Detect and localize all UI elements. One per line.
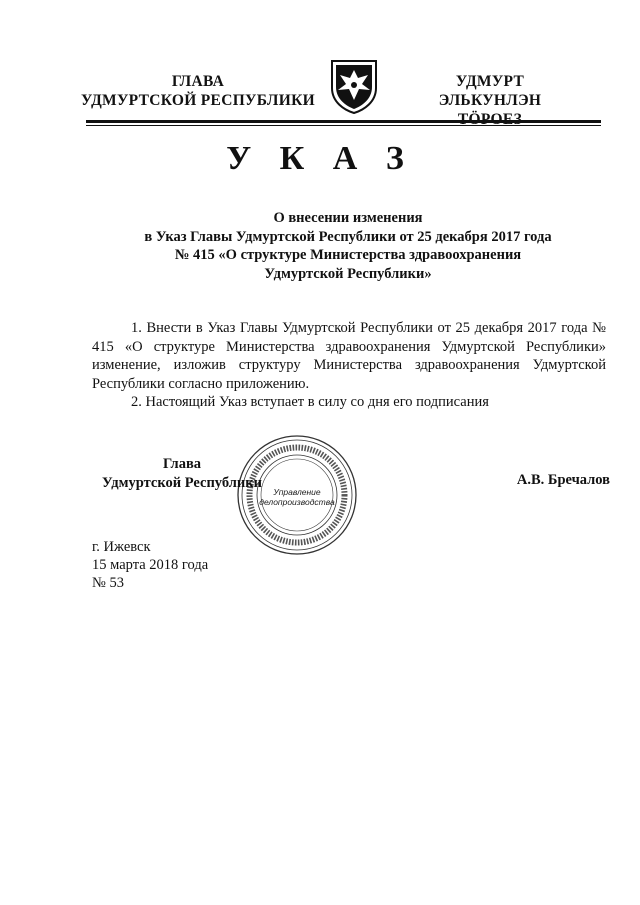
document-body — [92, 319, 606, 412]
header-right-line1: УДМУРТ ЭЛЬКУНЛЭН — [438, 73, 542, 109]
signatory-title — [92, 455, 272, 492]
signatory-name: А.В. Бречалов — [516, 472, 610, 488]
header-left-line2: УДМУРТСКОЙ РЕСПУБЛИКИ — [80, 92, 315, 109]
subject-line3: № 415 «О структуре Министерства здравоохранения — [174, 247, 522, 263]
stamp-center-line1: Управление — [273, 487, 321, 497]
document-title: У К А З — [226, 140, 414, 177]
signatory-title-line2: Удмуртской Республики — [102, 474, 262, 491]
subject-line1: О внесении изменения — [273, 210, 423, 226]
header-divider-thick — [86, 120, 601, 123]
footer-city: г. Ижевск — [92, 539, 151, 555]
official-seal-stamp — [235, 433, 359, 557]
footer-date: 15 марта 2018 года — [92, 557, 209, 573]
signatory-title-line1: Глава — [162, 456, 202, 472]
header-divider-thin — [86, 125, 601, 126]
header-left-line1: ГЛАВА — [171, 73, 225, 90]
body-paragraph-1: 1. Внести в Указ Главы Удмуртской Республики от 25 декабря 2017 года № 415 «О структуре Министерства здравоохранения Удмуртской Республики» изменение, изложив структуру Министерства здравоохранения Удмуртской Республики согласно приложению. — [92, 320, 606, 392]
footer-number: № 53 — [92, 575, 124, 591]
document-footer — [92, 538, 208, 592]
header-left-block — [78, 72, 318, 110]
subject-line2: в Указ Главы Удмуртской Республики от 25 декабря 2017 года — [144, 228, 552, 245]
body-paragraph-2: 2. Настоящий Указ вступает в силу со дня его подписания — [131, 394, 489, 410]
subject-line4: Удмуртской Республики» — [264, 265, 432, 282]
stamp-center-line2: делопроизводства — [259, 497, 335, 507]
document-subject — [88, 209, 608, 283]
coat-of-arms-emblem-icon — [328, 58, 380, 114]
